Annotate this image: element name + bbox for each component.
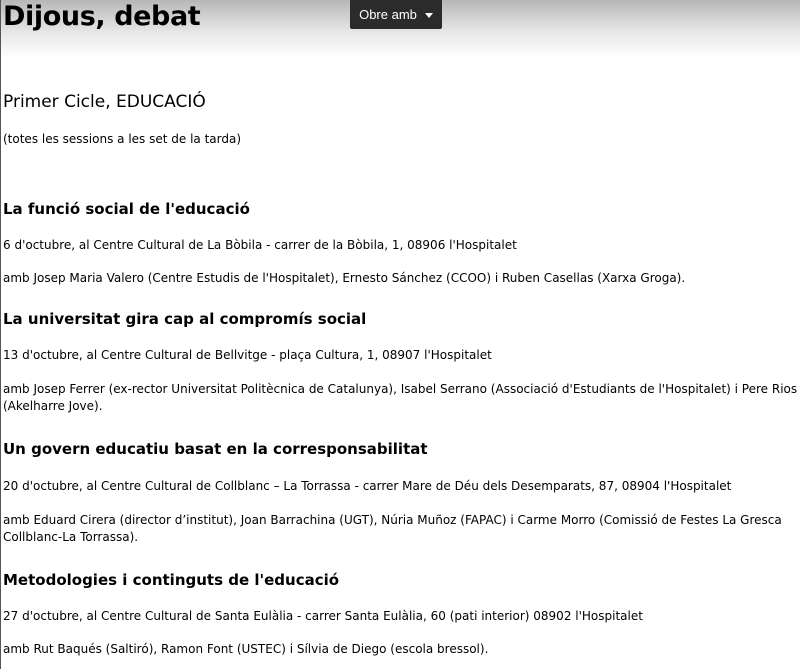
session-date-place: 27 d'octubre, al Centre Cultural de Santa Eulàlia - carrer Santa Eulàlia, 60 (pati interior) 08902 l'Hospitalet xyxy=(3,609,643,623)
session-title: La funció social de l'educació xyxy=(3,200,250,218)
caret-down-icon xyxy=(425,13,433,18)
cycle-title: Primer Cicle, EDUCACIÓ xyxy=(3,92,206,112)
document-title: Dijous, debat xyxy=(3,1,201,32)
session-speakers: amb Eduard Cirera (director d’institut), Joan Barrachina (UGT), Núria Muñoz (FAPAC) i Carme Morro (Comissió de Festes La Gresca Collblanc-La Torrassa). xyxy=(3,513,782,544)
session-date-place: 20 d'octubre, al Centre Cultural de Collblanc – La Torrassa - carrer Mare de Déu dels Desemparats, 87, 08904 l'Hospitalet xyxy=(3,479,732,493)
open-with-label: Obre amb xyxy=(359,7,417,22)
session-date-place: 13 d'octubre, al Centre Cultural de Bellvitge - plaça Cultura, 1, 08907 l'Hospitalet xyxy=(3,348,492,362)
session-speakers: amb Josep Maria Valero (Centre Estudis de l'Hospitalet), Ernesto Sánchez (CCOO) i Ruben Casellas (Xarxa Groga). xyxy=(3,271,686,285)
session-date-place: 6 d'octubre, al Centre Cultural de La Bòbila - carrer de la Bòbila, 1, 08906 l'Hospitalet xyxy=(3,238,517,252)
session-speakers: amb Rut Baqués (Saltiró), Ramon Font (USTEC) i Sílvia de Diego (escola bressol). xyxy=(3,642,489,656)
session-title: Un govern educatiu basat en la corresponsabilitat xyxy=(3,440,428,458)
sessions-note: (totes les sessions a les set de la tarda) xyxy=(3,132,242,146)
open-with-button[interactable] xyxy=(350,0,442,29)
session-title: Metodologies i continguts de l'educació xyxy=(3,571,340,589)
session-title: La universitat gira cap al compromís social xyxy=(3,310,367,328)
session-speakers: amb Josep Ferrer (ex-rector Universitat Politècnica de Catalunya), Isabel Serrano (Associació d'Estudiants de l'Hospitalet) i Pere Rios (Akelharre Jove). xyxy=(3,382,798,413)
